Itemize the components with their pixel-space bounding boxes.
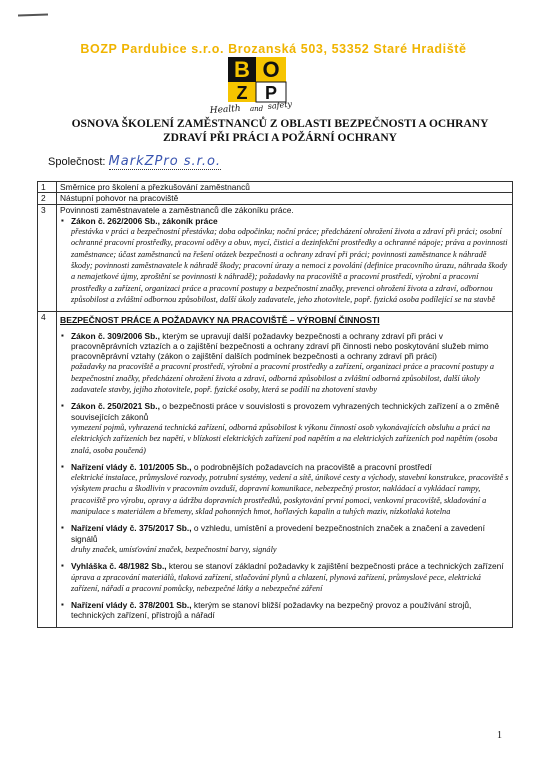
- law-description: druhy značek, umísťování značek, bezpečnostní barvy, signály: [71, 544, 277, 554]
- title-line-1: OSNOVA ŠKOLENÍ ZAMĚSTNANCŮ Z OBLASTI BEZPEČNOSTI A OCHRANY: [71, 118, 489, 130]
- logo-letter-o: O: [262, 57, 280, 82]
- law-description: elektrické instalace, průmyslové rozvody, potrubní systémy, vedení a sítě, únikové cesty a východy, stavební konstrukce, pracoviště s výskytem prachu a škodlivin v pracovním ovzduší, dopravní komunikace, nebezpečný prostor, nakládací a vykládací rampy, pracoviště pro výrobu, opravy a údržbu dopravních prostředků, poskytování první pomoci, venkovní pracoviště, skladování a manipulace s materiálem a břemeny, sklad pohonných hmot, hořlavých kapalin a tuhých maziv, nízkotlaká kotelna: [71, 473, 509, 517]
- company-field: [48, 154, 221, 169]
- page-number: 1: [497, 730, 502, 741]
- document-title: [60, 117, 500, 145]
- row-number: 3: [38, 204, 57, 312]
- law-description: přestávka v práci a bezpečnostní přestávka; doba odpočinku; noční práce; předcházení ohrožení života a zdraví při práci; osobní ochranné pracovní prostředky, pracovní oděvy a obuv, mycí, čisticí a dezinfekční prostředky a ochranné nápoje; práva a povinnosti zaměstnance; účast zaměstnanců na řešení otázek bezpečnosti a ochrany zdraví při práci; povinnosti zaměstnance k náhradě škody; povinnosti zaměstnavatele k náhradě škody; pracovní úrazy a nemoci z povolání (definice pracovního úrazu, náhrada škody a nemajetkové újmy, zproštění se povinnosti k náhradě); požadavky na pracoviště a pracovní prostředí, výrobní a pracovní prostředky a zařízení, organizaci práce a pracovní postupy a bezpečnostní značky, prevenci ohrožení života a zdraví, odbornou způsobilost a zvláštní odbornou způsobilost, další úkoly zadavatele, jeho zhotovitele, popř. fyzická osoba podílející se na stavbě: [71, 227, 508, 304]
- table-row: [38, 204, 513, 312]
- bozp-logo: [206, 53, 311, 116]
- list-item: [71, 561, 509, 594]
- law-title: Vyhláška č. 48/1982 Sb.,: [71, 561, 167, 572]
- logo-tagline-and: and: [250, 105, 264, 113]
- law-list: [60, 331, 509, 621]
- list-item: [71, 331, 509, 396]
- list-item: [71, 216, 509, 305]
- table-row: [38, 193, 513, 204]
- law-description: požadavky na pracoviště a pracovní prostředí, výrobní a pracovní prostředky a zařízení, organizaci práce a pracovní postupy a bezpečnostní značky, předcházení ohrožení života a zdraví, odborná způsobilost a zvláštní odborná způsobilost, další úkoly zadavatele stavby, jejího zhotovitele, popř. fyzické osoby, která se podílí na zhotovení stavby: [71, 362, 494, 395]
- law-text: o podrobnějších požadavcích na pracoviště a pracovní prostředí: [191, 461, 432, 472]
- law-title: Zákon č. 309/2006 Sb.,: [71, 330, 160, 341]
- table-row: [38, 312, 513, 627]
- list-item: [71, 523, 509, 555]
- law-text: kterým se stanoví bližší požadavky na bezpečný provoz a používání strojů, technických zařízení, přístrojů a nářadí: [71, 600, 472, 621]
- law-description: vymezení pojmů, vyhrazená technická zařízení, odborná způsobilost k výkonu činností osob vykonávajících obsluhu a práci na elektrických zařízeních bez napětí, v blízkosti elektrických zařízení pod napětím a na elektrických zařízeních pod napětím (osoba znalá, osoba poučená): [71, 422, 498, 455]
- row-text: Povinnosti zaměstnavatele a zaměstnanců dle zákoníku práce.: [60, 204, 294, 215]
- row-text: Nástupní pohovor na pracoviště: [57, 193, 513, 204]
- law-text: kterým se upravují další požadavky bezpečnosti a ochrany zdraví při práci v pracovněprávních vztazích a o zajištění bezpečnosti a ochrany zdraví při činnosti nebo poskytování služeb mimo pracovněprávní vztahy (zákon o zajištění dalších podmínek bezpečnosti a ochrany zdraví při práci): [71, 330, 489, 362]
- title-line-2: ZDRAVÍ PŘI PRÁCI A POŽÁRNÍ OCHRANY: [163, 132, 397, 144]
- law-description: úprava a zpracování materiálů, tlaková zařízení, stlačování plynů a chlazení, plynová zařízení, průmyslové pece, elektrická zařízení, nářadí a pracovní pomůcky, nebezpečné látky a nebezpečné záření: [71, 572, 481, 593]
- company-address-line: BOZP Pardubice s.r.o. Brozanská 503, 53352 Staré Hradiště: [80, 42, 467, 56]
- row-text: Směrnice pro školení a přezkušování zaměstnanců: [57, 182, 513, 193]
- law-title: Nařízení vlády č. 378/2001 Sb.,: [71, 600, 192, 611]
- company-field-label: Společnost:: [48, 156, 106, 168]
- row-number: 4: [38, 312, 57, 627]
- logo-letter-b: B: [234, 57, 250, 82]
- row-number: 1: [38, 182, 57, 193]
- law-title: Zákon č. 250/2021 Sb.,: [71, 401, 160, 412]
- list-item: [71, 462, 509, 517]
- law-title: Nařízení vlády č. 101/2005 Sb.,: [71, 461, 192, 472]
- law-title: Zákon č. 262/2006 Sb., zákoník práce: [71, 215, 218, 226]
- list-item: [71, 401, 509, 455]
- scan-mark: [18, 13, 48, 16]
- row-content: [57, 312, 513, 627]
- logo-tagline-health: Health: [209, 103, 241, 116]
- law-text: o vzhledu, umístění a provedení bezpečnostních značek a značení a zavedení signálů: [71, 523, 485, 544]
- logo-letter-z: Z: [236, 83, 248, 103]
- row-number: 2: [38, 193, 57, 204]
- section-heading: BEZPEČNOST PRÁCE A POŽADAVKY NA PRACOVIŠTĚ – VÝROBNÍ ČINNOSTI: [60, 315, 380, 326]
- company-field-value: MarkZPro s.r.o.: [108, 154, 222, 169]
- training-outline-table: [37, 181, 513, 628]
- row-content: [57, 204, 513, 312]
- law-text: o bezpečnosti práce v souvislosti s provozem vyhrazených technických zařízení a o změně souvisejících zákonů: [71, 401, 500, 422]
- law-list: [60, 216, 509, 305]
- logo-letter-p: P: [264, 83, 278, 103]
- law-text: kterou se stanoví základní požadavky k zajištění bezpečnosti práce a technických zařízení: [166, 561, 504, 572]
- logo-tagline-safety: safety: [267, 99, 293, 111]
- table-row: [38, 182, 513, 193]
- list-item: [71, 600, 509, 621]
- law-title: Nařízení vlády č. 375/2017 Sb.,: [71, 523, 192, 534]
